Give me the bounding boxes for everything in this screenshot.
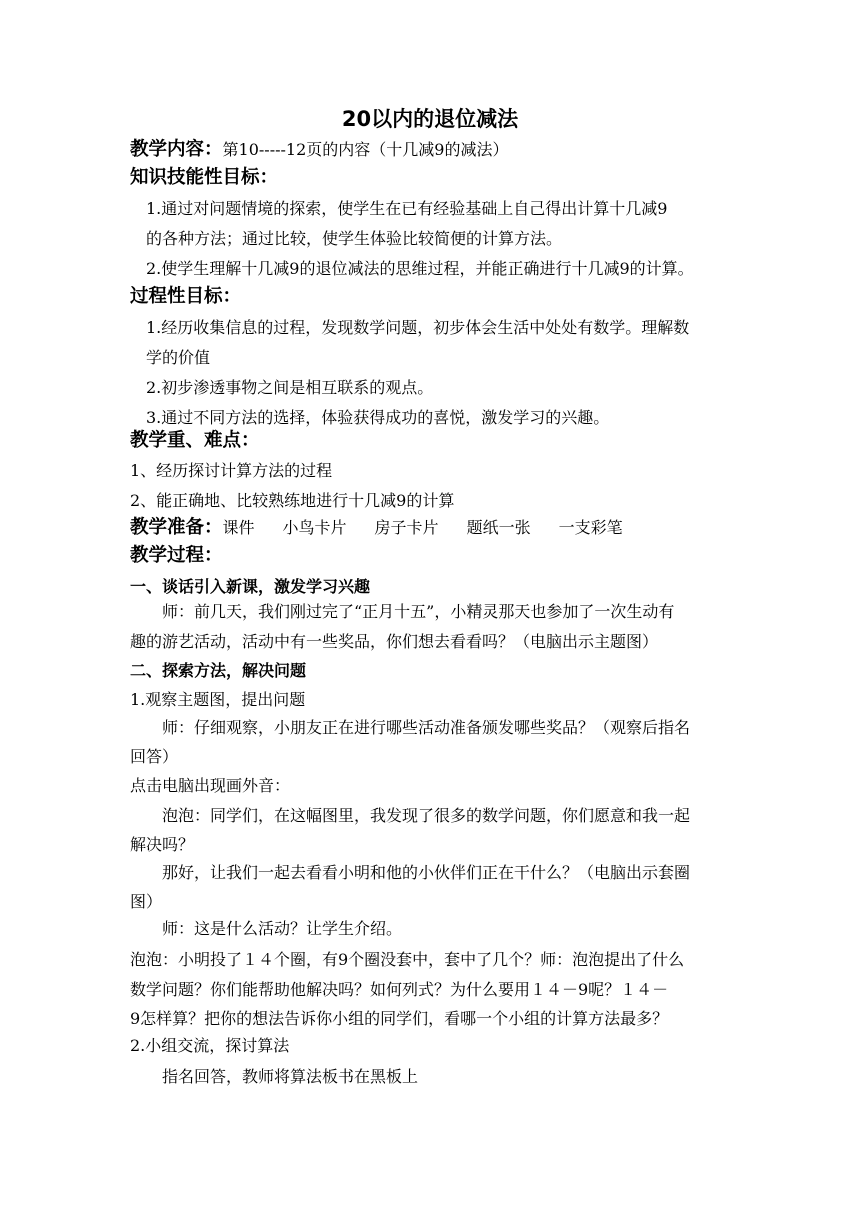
paragraph-7-line-1: 泡泡：小明投了１４个圈，有9个圈没套中，套中了几个？师：泡泡提出了什么 [130, 950, 685, 969]
paragraph-3: 点击电脑出现画外音： [130, 776, 291, 795]
key-points-line-2: 2、能正确地、比较熟练地进行十几减9的计算 [130, 491, 455, 510]
key-points-heading: 教学重、难点： [130, 430, 260, 451]
prep-row [130, 513, 651, 543]
paragraph-7-line-3: 9怎样算？把你的想法告诉你小组的同学们，看哪一个小组的计算方法最多？ [130, 1009, 669, 1028]
process-goal-line-2: 学的价值 [146, 348, 211, 367]
knowledge-heading: 知识技能性目标： [130, 167, 279, 188]
paragraph-6: 师：这是什么活动？让学生介绍。 [162, 919, 403, 938]
section-2-heading: 二、探索方法，解决问题 [130, 661, 307, 680]
paragraph-1-line-2: 趣的游艺活动，活动中有一些奖品，你们想去看看吗？（电脑出示主题图） [130, 632, 659, 651]
paragraph-5-line-2: 图） [130, 892, 163, 911]
knowledge-line-1: 1.通过对问题情境的探索，使学生在已有经验基础上自己得出计算十几减9 [146, 199, 668, 218]
prep-item: 课件 [222, 518, 255, 537]
prep-label: 教学准备： [130, 517, 223, 538]
paragraph-7-line-2: 数学问题？你们能帮助他解决吗？如何列式？为什么要用１４－9呢？１４－ [130, 980, 669, 999]
content-text: 第10-----12页的内容（十几减9的减法） [222, 140, 509, 159]
process-goal-line-3: 2.初步渗透事物之间是相互联系的观点。 [146, 378, 434, 397]
process-goal-line-1: 1.经历收集信息的过程，发现数学问题，初步体会生活中处处有数学。理解数 [146, 318, 690, 337]
prep-item: 题纸一张 [466, 518, 531, 537]
content-label: 教学内容： [130, 139, 223, 160]
prep-item: 小鸟卡片 [282, 518, 347, 537]
key-points-line-1: 1、经历探讨计算方法的过程 [130, 461, 333, 480]
process-goal-heading: 过程性目标： [130, 286, 242, 307]
paragraph-1-line-1: 师：前几天，我们刚过完了“正月十五”，小精灵那天也参加了一次生动有 [162, 602, 675, 621]
knowledge-line-2: 的各种方法；通过比较，使学生体验比较简便的计算方法。 [146, 229, 563, 248]
prep-item: 一支彩笔 [558, 518, 623, 537]
subsection-2-2: 2.小组交流，探讨算法 [130, 1036, 290, 1055]
prep-item: 房子卡片 [374, 518, 439, 537]
paragraph-2-line-2: 回答） [130, 747, 179, 766]
document-title: 20以内的退位减法 [341, 107, 519, 131]
subsection-2-1: 1.观察主题图，提出问题 [130, 690, 306, 709]
paragraph-4-line-1: 泡泡：同学们，在这幅图里，我发现了很多的数学问题，你们愿意和我一起 [162, 806, 691, 825]
section-1-heading: 一、谈话引入新课，激发学习兴趣 [130, 577, 371, 596]
process-goal-line-4: 3.通过不同方法的选择，体验获得成功的喜悦，激发学习的兴趣。 [146, 408, 610, 427]
content-row [130, 135, 508, 165]
paragraph-8: 指名回答，教师将算法板书在黑板上 [162, 1067, 419, 1086]
paragraph-4-line-2: 解决吗？ [130, 835, 195, 854]
teaching-heading: 教学过程： [130, 545, 223, 566]
knowledge-line-3: 2.使学生理解十几减9的退位减法的思维过程，并能正确进行十几减9的计算。 [146, 259, 694, 278]
paragraph-5-line-1: 那好，让我们一起去看看小明和他的小伙伴们正在干什么？（电脑出示套圈 [162, 863, 691, 882]
paragraph-2-line-1: 师：仔细观察，小朋友正在进行哪些活动准备颁发哪些奖品？（观察后指名 [162, 718, 691, 737]
